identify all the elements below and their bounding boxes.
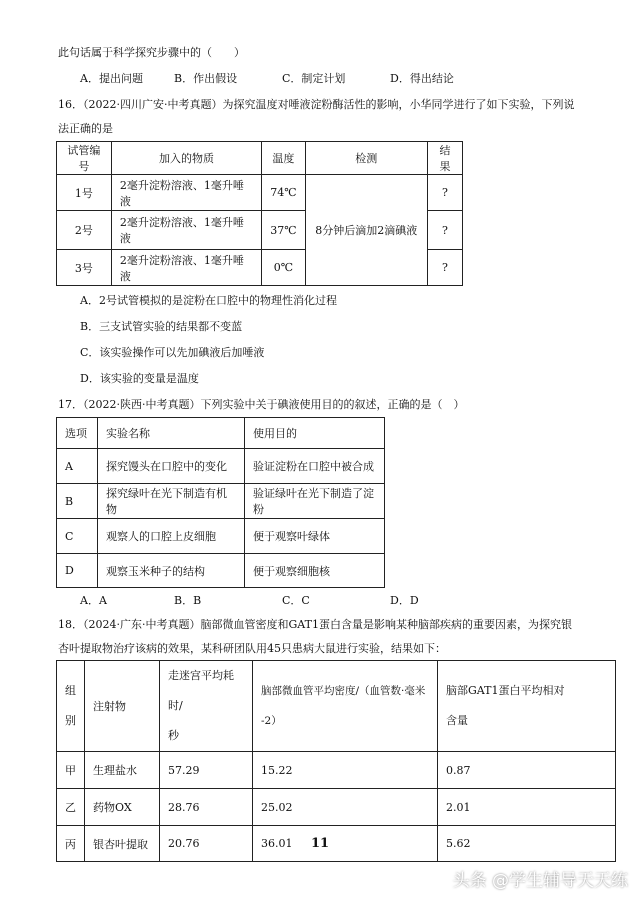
- table-row: [57, 484, 385, 519]
- table-cell: 2毫升淀粉溶液、1毫升唾液: [111, 211, 261, 250]
- q16-stem-line2: 法正确的是: [58, 122, 113, 135]
- q16-table: [56, 141, 463, 286]
- table-cell: 验证淀粉在口腔中被合成: [245, 449, 385, 484]
- q18-stem-line1: 18．（2024·广东·中考真题）脑部微血管密度和GAT1蛋白含量是影响某种脑部疾病的重要因素，为探究银: [58, 618, 572, 631]
- table-row: [57, 519, 385, 554]
- q15-option-c: C．制定计划: [282, 72, 346, 85]
- table-header-cell: 加入的物质: [111, 142, 261, 175]
- table-cell: 36.01: [253, 826, 438, 862]
- table-header-cell: 选项: [57, 418, 98, 449]
- table-cell: 便于观察叶绿体: [245, 519, 385, 554]
- table-row: [57, 449, 385, 484]
- table-cell: D: [57, 554, 98, 588]
- table-cell: 74℃: [262, 175, 305, 211]
- table-cell: 0.87: [438, 752, 616, 789]
- header-text: 别: [65, 714, 76, 727]
- table-header-cell: 使用目的: [245, 418, 385, 449]
- table-header-cell-maze: [160, 661, 253, 752]
- q16-option-d: D．该实验的变量是温度: [80, 372, 199, 385]
- table-cell: ?: [428, 250, 463, 286]
- q15-stem-tail: 此句话属于科学探究步骤中的（ ）: [58, 46, 245, 59]
- q17-option-c: C．C: [282, 594, 310, 607]
- table-cell: 探究馒头在口腔中的变化: [98, 449, 245, 484]
- table-cell: C: [57, 519, 98, 554]
- table-header-cell: 实验名称: [98, 418, 245, 449]
- table-header-cell: 结果: [428, 142, 463, 175]
- table-header-cell: 温度: [262, 142, 305, 175]
- table-cell: 便于观察细胞核: [245, 554, 385, 588]
- table-row: [57, 554, 385, 588]
- table-header-cell: 试管编号: [57, 142, 112, 175]
- table-header-cell: 检测: [305, 142, 427, 175]
- q15-option-b: B．作出假设: [174, 72, 238, 85]
- q15-option-a: A．提出问题: [80, 72, 143, 85]
- table-cell: 2毫升淀粉溶液、1毫升唾液: [111, 250, 261, 286]
- table-header-row: [57, 418, 385, 449]
- table-cell: 15.22: [253, 752, 438, 789]
- table-cell: 银杏叶提取: [85, 826, 160, 862]
- table-cell: 37℃: [262, 211, 305, 250]
- table-cell: 甲: [57, 752, 85, 789]
- table-cell: 28.76: [160, 789, 253, 826]
- table-header-row: [57, 661, 616, 752]
- table-cell: 3号: [57, 250, 112, 286]
- header-text: 组: [65, 684, 76, 697]
- table-cell: 57.29: [160, 752, 253, 789]
- q17-option-d: D．D: [390, 594, 419, 607]
- table-cell: 2号: [57, 211, 112, 250]
- table-header-cell-group: [57, 661, 85, 752]
- table-cell: 生理盐水: [85, 752, 160, 789]
- table-cell: 2毫升淀粉溶液、1毫升唾液: [111, 175, 261, 211]
- header-text: -2）: [261, 715, 282, 727]
- table-cell: 1号: [57, 175, 112, 211]
- table-cell: A: [57, 449, 98, 484]
- table-cell: ?: [428, 175, 463, 211]
- q17-option-a: A．A: [80, 594, 107, 607]
- table-cell: 丙: [57, 826, 85, 862]
- header-text: 脑部微血管平均密度/（血管数·毫米: [261, 685, 426, 697]
- table-cell: 0℃: [262, 250, 305, 286]
- table-header-row: [57, 142, 463, 175]
- q16-option-a: A．2号试管模拟的是淀粉在口腔中的物理性消化过程: [80, 294, 337, 307]
- table-cell: 20.76: [160, 826, 253, 862]
- table-header-cell-gat1: [438, 661, 616, 752]
- table-cell: 验证绿叶在光下制造了淀粉: [245, 484, 385, 519]
- header-text: 走迷宫平均耗时/: [168, 669, 234, 712]
- q15-option-d: D．得出结论: [390, 72, 454, 85]
- header-text: 秒: [168, 729, 179, 742]
- table-cell: 探究绿叶在光下制造有机物: [98, 484, 245, 519]
- table-cell: 观察人的口腔上皮细胞: [98, 519, 245, 554]
- table-cell: 观察玉米种子的结构: [98, 554, 245, 588]
- table-row: [57, 175, 463, 211]
- table-cell: 25.02: [253, 789, 438, 826]
- q18-table: [56, 660, 616, 862]
- table-cell: B: [57, 484, 98, 519]
- table-cell: 药物OX: [85, 789, 160, 826]
- header-text: 脑部GAT1蛋白平均相对: [446, 684, 565, 697]
- q17-option-b: B．B: [174, 594, 202, 607]
- q16-stem-line1: 16．（2022·四川广安·中考真题）为探究温度对唾液淀粉酶活性的影响，小华同学进行了如下实验，下列说: [58, 98, 575, 111]
- table-cell: ?: [428, 211, 463, 250]
- q18-stem-line2: 杏叶提取物治疗该病的效果，某科研团队用45只患病大鼠进行实验，结果如下：: [58, 642, 446, 655]
- table-row: [57, 752, 616, 789]
- table-header-cell: 注射物: [85, 661, 160, 752]
- q17-stem: 17．（2022·陕西·中考真题）下列实验中关于碘液使用目的的叙述，正确的是（ ）: [58, 398, 465, 411]
- header-text: 含量: [446, 714, 468, 727]
- table-cell: 乙: [57, 789, 85, 826]
- q16-option-b: B．三支试管实验的结果都不变蓝: [80, 320, 243, 333]
- watermark: 头条 @学生辅导天天练: [452, 871, 628, 891]
- table-row: [57, 789, 616, 826]
- table-cell: 5.62: [438, 826, 616, 862]
- q17-table: [56, 417, 385, 588]
- table-cell-detect: 8分钟后滴加2滴碘液: [305, 175, 427, 286]
- table-cell: 2.01: [438, 789, 616, 826]
- q16-option-c: C．该实验操作可以先加碘液后加唾液: [80, 346, 265, 359]
- table-header-cell-vessel: [253, 661, 438, 752]
- page-number: 11: [310, 836, 330, 851]
